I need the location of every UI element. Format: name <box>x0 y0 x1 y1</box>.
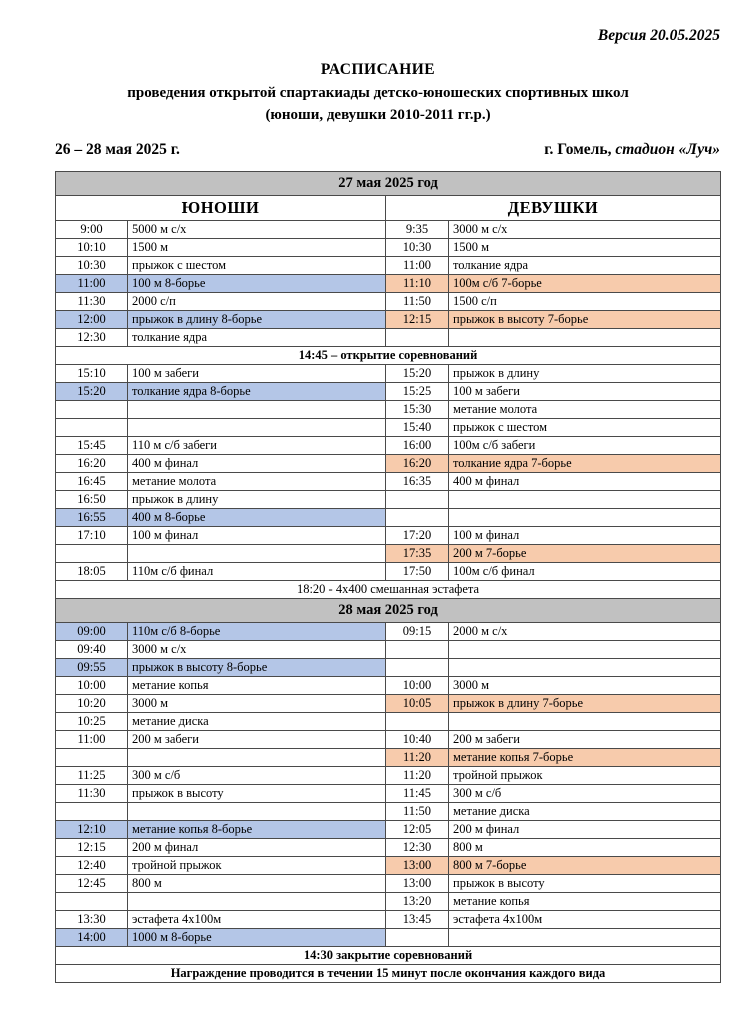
girls-time-cell: 11:10 <box>386 275 449 293</box>
boys-event-cell: 110м с/б финал <box>128 563 386 581</box>
meta-line <box>55 140 720 159</box>
schedule-row <box>56 875 721 893</box>
schedule-row <box>56 893 721 911</box>
boys-event-cell: 2000 с/п <box>128 293 386 311</box>
footer-note-cell: Награждение проводится в течении 15 минут после окончания каждого вида <box>56 965 721 983</box>
boys-time-cell: 12:10 <box>56 821 128 839</box>
boys-event-cell: 200 м финал <box>128 839 386 857</box>
girls-event-cell: тройной прыжок <box>449 767 721 785</box>
schedule-row <box>56 767 721 785</box>
girls-event-cell: толкание ядра <box>449 257 721 275</box>
merged-info-row <box>56 347 721 365</box>
girls-time-cell: 11:50 <box>386 293 449 311</box>
boys-time-cell: 11:00 <box>56 275 128 293</box>
girls-time-cell: 11:50 <box>386 803 449 821</box>
schedule-row <box>56 365 721 383</box>
girls-event-cell <box>449 713 721 731</box>
girls-event-cell: метание копья <box>449 893 721 911</box>
boys-time-cell: 11:30 <box>56 293 128 311</box>
location-stadium: стадион «Луч» <box>615 141 720 158</box>
boys-event-cell: 100 м забеги <box>128 365 386 383</box>
boys-event-cell: 300 м с/б <box>128 767 386 785</box>
girls-event-cell: прыжок в высоту <box>449 875 721 893</box>
boys-event-cell: метание копья 8-борье <box>128 821 386 839</box>
girls-time-cell: 13:00 <box>386 857 449 875</box>
page-subtitle-2: (юноши, девушки 2010-2011 гг.р.) <box>265 107 491 123</box>
girls-event-cell: 100м с/б забеги <box>449 437 721 455</box>
boys-time-cell <box>56 749 128 767</box>
boys-time-cell: 17:10 <box>56 527 128 545</box>
girls-event-cell: 200 м забеги <box>449 731 721 749</box>
boys-event-cell: 400 м финал <box>128 455 386 473</box>
schedule-row <box>56 293 721 311</box>
boys-time-cell: 10:30 <box>56 257 128 275</box>
boys-time-cell: 10:00 <box>56 677 128 695</box>
schedule-row <box>56 383 721 401</box>
boys-event-cell <box>128 419 386 437</box>
boys-time-cell <box>56 545 128 563</box>
girls-time-cell: 11:45 <box>386 785 449 803</box>
girls-time-cell: 09:15 <box>386 623 449 641</box>
column-header-boys: ЮНОШИ <box>56 196 386 221</box>
boys-time-cell: 09:40 <box>56 641 128 659</box>
girls-event-cell: 800 м 7-борье <box>449 857 721 875</box>
boys-event-cell: 1500 м <box>128 239 386 257</box>
schedule-row <box>56 677 721 695</box>
boys-event-cell: 110м с/б 8-борье <box>128 623 386 641</box>
girls-event-cell <box>449 329 721 347</box>
boys-event-cell: прыжок в высоту <box>128 785 386 803</box>
schedule-row <box>56 641 721 659</box>
boys-event-cell: 100 м 8-борье <box>128 275 386 293</box>
girls-time-cell: 13:00 <box>386 875 449 893</box>
boys-time-cell: 16:20 <box>56 455 128 473</box>
schedule-row <box>56 275 721 293</box>
schedule-row <box>56 659 721 677</box>
boys-event-cell <box>128 401 386 419</box>
boys-time-cell: 11:00 <box>56 731 128 749</box>
boys-time-cell: 13:30 <box>56 911 128 929</box>
girls-time-cell: 10:05 <box>386 695 449 713</box>
girls-time-cell: 16:00 <box>386 437 449 455</box>
date-header-cell: 28 мая 2025 год <box>56 599 721 623</box>
girls-event-cell: 3000 м <box>449 677 721 695</box>
schedule-row <box>56 401 721 419</box>
boys-event-cell <box>128 545 386 563</box>
girls-time-cell: 12:15 <box>386 311 449 329</box>
boys-event-cell <box>128 803 386 821</box>
schedule-row <box>56 749 721 767</box>
boys-time-cell: 15:45 <box>56 437 128 455</box>
girls-time-cell: 15:20 <box>386 365 449 383</box>
page-subtitle-1: проведения открытой спартакиады детско-юношеских спортивных школ <box>127 85 629 101</box>
girls-time-cell: 11:20 <box>386 749 449 767</box>
version-label: Версия 20.05.2025 <box>597 27 720 44</box>
boys-time-cell: 15:10 <box>56 365 128 383</box>
boys-time-cell: 10:10 <box>56 239 128 257</box>
girls-event-cell: прыжок с шестом <box>449 419 721 437</box>
girls-time-cell: 12:30 <box>386 839 449 857</box>
boys-time-cell: 16:50 <box>56 491 128 509</box>
column-header-row <box>56 196 721 221</box>
footer-note-row <box>56 965 721 983</box>
date-header-row <box>56 599 721 623</box>
girls-event-cell <box>449 509 721 527</box>
schedule-row <box>56 437 721 455</box>
boys-event-cell: 400 м 8-борье <box>128 509 386 527</box>
merged-info-cell: 14:30 закрытие соревнований <box>56 947 721 965</box>
girls-event-cell: метание диска <box>449 803 721 821</box>
event-location-label <box>544 140 720 159</box>
schedule-row <box>56 695 721 713</box>
schedule-row <box>56 911 721 929</box>
boys-event-cell: прыжок в длину 8-борье <box>128 311 386 329</box>
schedule-row <box>56 545 721 563</box>
girls-event-cell: 1500 с/п <box>449 293 721 311</box>
boys-event-cell: прыжок в высоту 8-борье <box>128 659 386 677</box>
girls-time-cell <box>386 713 449 731</box>
girls-event-cell: 400 м финал <box>449 473 721 491</box>
girls-time-cell: 11:00 <box>386 257 449 275</box>
boys-time-cell: 10:20 <box>56 695 128 713</box>
schedule-row <box>56 509 721 527</box>
girls-time-cell: 13:45 <box>386 911 449 929</box>
girls-event-cell: 100 м финал <box>449 527 721 545</box>
boys-time-cell <box>56 803 128 821</box>
boys-event-cell: 1000 м 8-борье <box>128 929 386 947</box>
girls-time-cell: 17:35 <box>386 545 449 563</box>
boys-time-cell: 18:05 <box>56 563 128 581</box>
girls-event-cell: прыжок в длину 7-борье <box>449 695 721 713</box>
schedule-row <box>56 473 721 491</box>
boys-time-cell: 11:30 <box>56 785 128 803</box>
boys-event-cell: прыжок с шестом <box>128 257 386 275</box>
schedule-row <box>56 221 721 239</box>
girls-event-cell: 100м с/б 7-борье <box>449 275 721 293</box>
boys-time-cell <box>56 401 128 419</box>
girls-event-cell: 2000 м с/х <box>449 623 721 641</box>
boys-time-cell <box>56 893 128 911</box>
date-header-cell: 27 мая 2025 год <box>56 172 721 196</box>
girls-time-cell <box>386 509 449 527</box>
girls-time-cell: 15:40 <box>386 419 449 437</box>
boys-event-cell: 100 м финал <box>128 527 386 545</box>
schedule-row <box>56 929 721 947</box>
boys-time-cell: 15:20 <box>56 383 128 401</box>
girls-event-cell: 100м с/б финал <box>449 563 721 581</box>
boys-time-cell: 14:00 <box>56 929 128 947</box>
girls-time-cell: 12:05 <box>386 821 449 839</box>
schedule-row <box>56 419 721 437</box>
schedule-row <box>56 311 721 329</box>
boys-event-cell: метание диска <box>128 713 386 731</box>
boys-time-cell: 12:15 <box>56 839 128 857</box>
girls-event-cell: 1500 м <box>449 239 721 257</box>
boys-time-cell: 12:30 <box>56 329 128 347</box>
boys-event-cell: прыжок в длину <box>128 491 386 509</box>
schedule-row <box>56 491 721 509</box>
boys-time-cell: 09:55 <box>56 659 128 677</box>
boys-event-cell <box>128 749 386 767</box>
girls-time-cell: 17:20 <box>386 527 449 545</box>
girls-event-cell: толкание ядра 7-борье <box>449 455 721 473</box>
girls-event-cell <box>449 491 721 509</box>
schedule-row <box>56 455 721 473</box>
boys-event-cell: 110 м с/б забеги <box>128 437 386 455</box>
merged-info-row <box>56 947 721 965</box>
boys-event-cell: 5000 м с/х <box>128 221 386 239</box>
schedule-row <box>56 731 721 749</box>
boys-time-cell: 10:25 <box>56 713 128 731</box>
boys-event-cell: тройной прыжок <box>128 857 386 875</box>
girls-event-cell: прыжок в высоту 7-борье <box>449 311 721 329</box>
boys-time-cell: 9:00 <box>56 221 128 239</box>
girls-event-cell: 200 м финал <box>449 821 721 839</box>
girls-event-cell: 300 м с/б <box>449 785 721 803</box>
boys-time-cell: 12:40 <box>56 857 128 875</box>
boys-event-cell: толкание ядра 8-борье <box>128 383 386 401</box>
boys-event-cell <box>128 893 386 911</box>
girls-event-cell <box>449 641 721 659</box>
column-header-girls: ДЕВУШКИ <box>386 196 721 221</box>
girls-time-cell: 13:20 <box>386 893 449 911</box>
page-title: РАСПИСАНИЕ <box>320 61 436 78</box>
schedule-row <box>56 803 721 821</box>
event-dates-label: 26 – 28 мая 2025 г. <box>55 141 180 158</box>
girls-event-cell: метание копья 7-борье <box>449 749 721 767</box>
girls-event-cell: 100 м забеги <box>449 383 721 401</box>
girls-event-cell: эстафета 4х100м <box>449 911 721 929</box>
boys-event-cell: 3000 м с/х <box>128 641 386 659</box>
schedule-row <box>56 785 721 803</box>
girls-time-cell: 15:30 <box>386 401 449 419</box>
girls-time-cell: 17:50 <box>386 563 449 581</box>
boys-time-cell: 16:55 <box>56 509 128 527</box>
boys-event-cell: эстафета 4х100м <box>128 911 386 929</box>
girls-time-cell: 16:35 <box>386 473 449 491</box>
schedule-table <box>55 171 721 983</box>
girls-time-cell <box>386 491 449 509</box>
boys-time-cell <box>56 419 128 437</box>
boys-event-cell: 800 м <box>128 875 386 893</box>
schedule-row <box>56 623 721 641</box>
girls-time-cell: 11:20 <box>386 767 449 785</box>
schedule-row <box>56 257 721 275</box>
girls-time-cell <box>386 329 449 347</box>
girls-time-cell: 16:20 <box>386 455 449 473</box>
boys-time-cell: 09:00 <box>56 623 128 641</box>
schedule-row <box>56 713 721 731</box>
girls-event-cell: прыжок в длину <box>449 365 721 383</box>
schedule-row <box>56 239 721 257</box>
boys-event-cell: метание копья <box>128 677 386 695</box>
schedule-row <box>56 527 721 545</box>
girls-time-cell: 9:35 <box>386 221 449 239</box>
girls-time-cell <box>386 641 449 659</box>
merged-info-row <box>56 581 721 599</box>
girls-event-cell: 800 м <box>449 839 721 857</box>
girls-event-cell <box>449 929 721 947</box>
girls-event-cell: метание молота <box>449 401 721 419</box>
boys-event-cell: толкание ядра <box>128 329 386 347</box>
schedule-table-body <box>56 172 721 983</box>
girls-event-cell: 3000 м с/х <box>449 221 721 239</box>
boys-event-cell: 3000 м <box>128 695 386 713</box>
date-header-row <box>56 172 721 196</box>
boys-event-cell: метание молота <box>128 473 386 491</box>
schedule-row <box>56 563 721 581</box>
schedule-row <box>56 821 721 839</box>
girls-time-cell <box>386 659 449 677</box>
schedule-row <box>56 839 721 857</box>
location-city: г. Гомель, <box>544 141 616 158</box>
girls-time-cell: 10:00 <box>386 677 449 695</box>
girls-time-cell: 10:30 <box>386 239 449 257</box>
girls-time-cell: 15:25 <box>386 383 449 401</box>
boys-time-cell: 11:25 <box>56 767 128 785</box>
boys-time-cell: 16:45 <box>56 473 128 491</box>
schedule-row <box>56 857 721 875</box>
schedule-row <box>56 329 721 347</box>
boys-time-cell: 12:00 <box>56 311 128 329</box>
boys-time-cell: 12:45 <box>56 875 128 893</box>
girls-time-cell: 10:40 <box>386 731 449 749</box>
girls-event-cell <box>449 659 721 677</box>
merged-info-cell: 18:20 - 4х400 смешанная эстафета <box>56 581 721 599</box>
girls-event-cell: 200 м 7-борье <box>449 545 721 563</box>
girls-time-cell <box>386 929 449 947</box>
boys-event-cell: 200 м забеги <box>128 731 386 749</box>
merged-info-cell: 14:45 – открытие соревнований <box>56 347 721 365</box>
